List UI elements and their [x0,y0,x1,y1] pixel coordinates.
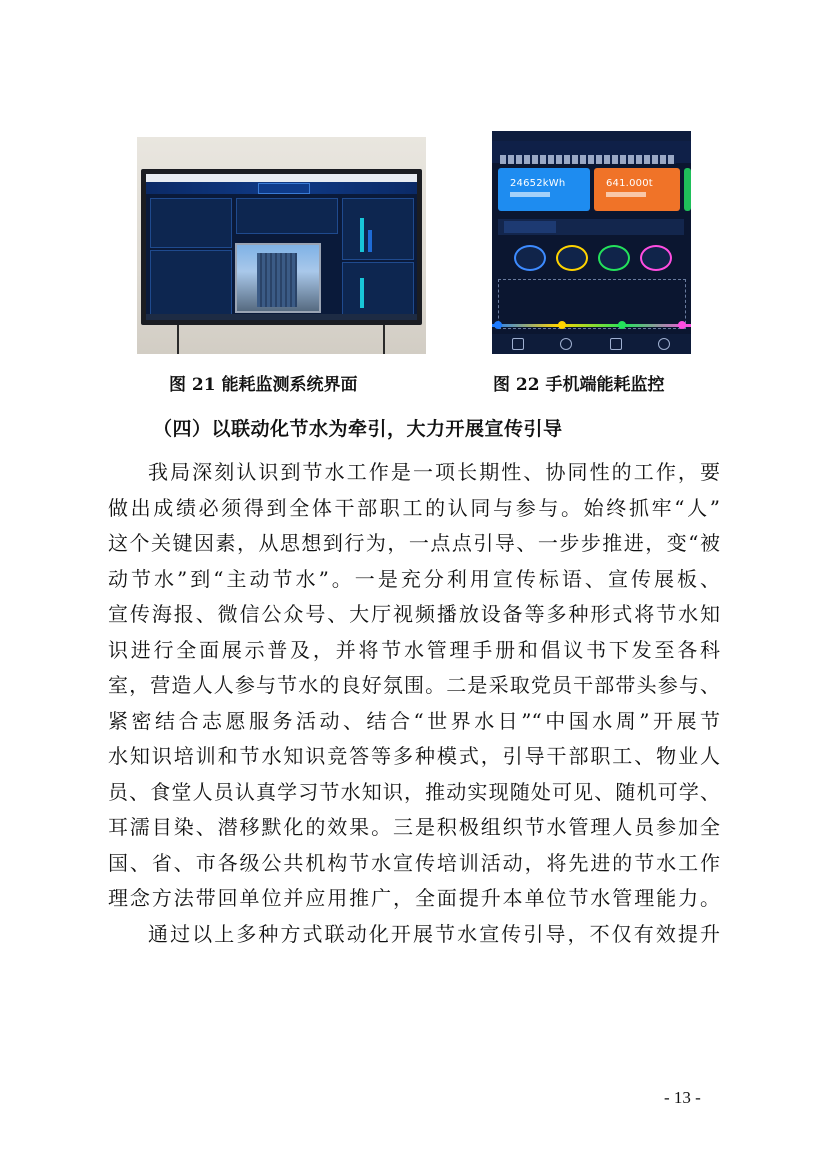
gauge-ring [556,245,588,271]
figure-21-caption: 图 21 能耗监测系统界面 [169,375,358,395]
body-line: 做出成绩必须得到全体干部职工的认同与参与。始终抓牢“人” [108,495,720,520]
extra-card[interactable] [684,168,691,211]
app-header-title [500,155,676,164]
bottom-nav-bar [492,334,691,354]
os-taskbar [146,314,417,320]
card-subtitle [510,192,550,197]
browser-titlebar [146,174,417,182]
app-header [492,141,691,163]
gauge-icon[interactable] [560,338,572,350]
body-line: 识进行全面展示普及，并将节水管理手册和倡议书下发至各科 [108,637,720,662]
figure-22-caption: 图 22 手机端能耗监控 [493,375,665,395]
electricity-value: 24652kWh [510,178,566,189]
section-heading: （四）以联动化节水为牵引，大力开展宣传引导 [153,418,563,440]
body-line: 宣传海报、微信公众号、大厅视频播放设备等多种形式将节水知 [108,602,720,626]
body-text [108,455,720,952]
meter-panel-top [342,198,414,260]
tab-month[interactable] [564,221,616,233]
home-icon[interactable] [512,338,524,350]
water-value: 641.000t [606,178,653,189]
water-card[interactable] [594,168,680,211]
body-line: 耳濡目染、潜移默化的效果。三是积极组织节水管理人员参加全 [108,815,720,839]
body-line: 国、省、市各级公共机构节水宣传培训活动，将先进的节水工作 [108,850,720,875]
body-line: 通过以上多种方式联动化开展节水宣传引导，不仅有效提升 [148,921,720,946]
body-line: 动节水”到“主动节水”。一是充分利用宣传标语、宣传展板、 [108,566,720,591]
level-bar [360,278,364,308]
chart-point [494,321,502,329]
stats-panel [236,198,338,234]
body-line: 紧密结合志愿服务活动、结合“世界水日”“中国水周”开展节 [108,708,720,733]
chart-point [558,321,566,329]
electricity-card[interactable] [498,168,590,211]
user-icon[interactable] [658,338,670,350]
body-line: 水知识培训和节水知识竞答等多种模式，引导干部职工、物业人 [108,744,720,768]
chart-axis-line [492,324,691,327]
gauge-ring [640,245,672,271]
weather-panel [150,198,232,248]
body-line: 这个关键因素，从思想到行为，一点点引导、一步步推进，变“被 [108,531,720,555]
figure-energy-monitoring-photo [137,137,426,354]
gauge-ring [514,245,546,271]
monitor-stand-cable [383,325,385,354]
chart-point [618,321,626,329]
trend-chart-area [498,279,686,329]
level-bar [368,230,372,252]
dashboard-title-box [258,183,310,194]
figure-mobile-monitoring-screenshot [492,131,691,354]
card-subtitle [606,192,646,197]
gauge-ring [598,245,630,271]
phone-status-bar [492,131,691,141]
alarm-panel [150,250,232,316]
monitor-stand-cable [177,325,179,354]
level-bar [360,218,364,252]
page-number: - 13 - [664,1088,701,1107]
body-line: 理念方法带回单位并应用推广，全面提升本单位节水管理能力。 [108,886,720,910]
body-line: 室，营造人人参与节水的良好氛围。二是采取党员干部带头参与、 [108,673,720,697]
meter-panel-bottom [342,262,414,316]
tab-day[interactable] [504,221,556,233]
body-line: 我局深刻认识到节水工作是一项长期性、协同性的工作，要 [148,460,720,484]
building-tower [257,253,297,307]
report-icon[interactable] [610,338,622,350]
chart-point [678,321,686,329]
building-photo [235,243,321,313]
dashboard-banner [146,182,417,194]
period-tabs [498,219,684,235]
body-line: 员、食堂人员认真学习节水知识，推动实现随处可见、随机可学、 [108,779,720,804]
